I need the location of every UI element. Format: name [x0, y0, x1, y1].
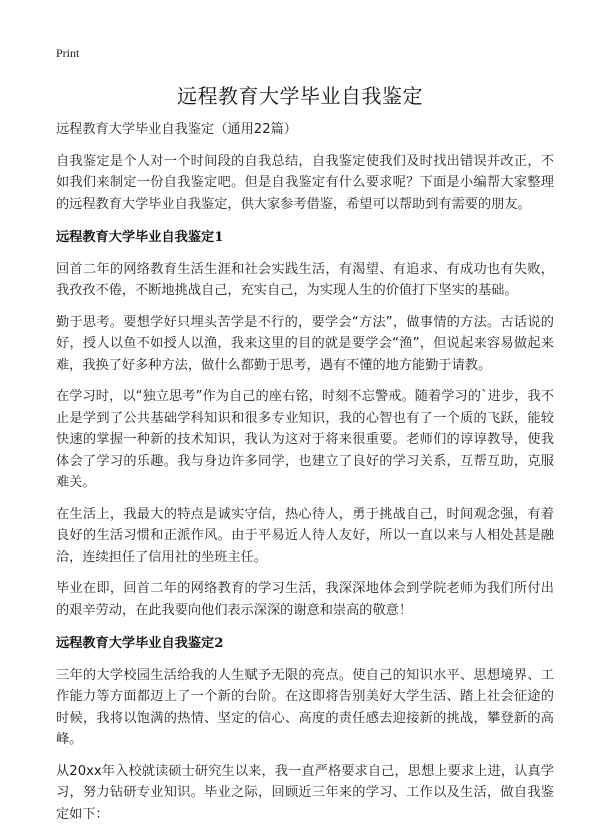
section-1-paragraph: 毕业在即，回首二年的网络教育的学习生活，我深深地体会到学院老师为我们所付出的艰辛劳动，在此我要向他们表示深深的谢意和崇高的敬意！	[56, 581, 554, 618]
section-1-paragraph: 回首二年的网络教育生活生涯和社会实践生活，有渴望、有追求、有成功也有失败，我孜孜不倦，不断地挑战自己，充实自己，为实现人生的价值打下坚实的基础。	[56, 261, 554, 298]
document-body	[56, 119, 554, 835]
print-link[interactable]: Print	[56, 46, 80, 60]
section-2-paragraph: 从20xx年入校就读硕士研究生以来，我一直严格要求自己，思想上要求上进，认真学习，努力钻研专业知识。毕业之际，回顾近三年来的学习、工作以及生活，做自我鉴定如下：	[56, 763, 554, 822]
section-heading-1: 远程教育大学毕业自我鉴定1	[56, 230, 224, 245]
section-1-paragraph: 在学习时，以“独立思考”作为自己的座右铭，时刻不忘警戒。随着学习的`进步，我不止是学到了公共基础学科知识和很多专业知识，我的心智也有了一个质的飞跃，能较快速的掌握一种新的技术知识，我认为这对于将来很重要。老师们的谆谆教导，使我体会了学习的乐趣。我与身边许多同学，也建立了良好的学习关系，互帮互助，克服难关。	[56, 389, 554, 490]
section-1-paragraph: 勤于思考。要想学好只埋头苦学是不行的，要学会“方法”，做事情的方法。古话说的好，授人以鱼不如授人以渔，我来这里的目的就是要学会“渔”，但说起来容易做起来难，我换了好多种方法，做什么都勤于思考，遇有不懂的地方能勤于请教。	[56, 314, 554, 373]
document-subtitle: 远程教育大学毕业自我鉴定（通用22篇）	[56, 122, 297, 137]
section-1-paragraph: 在生活上，我最大的特点是诚实守信，热心待人，勇于挑战自己，时间观念强，有着良好的生活习惯和正派作风。由于平易近人待人友好，所以一直以来与人相处甚是融洽，连续担任了信用社的坐班主任。	[56, 506, 554, 565]
section-heading-2: 远程教育大学毕业自我鉴定2	[56, 636, 224, 651]
page-title: 远程教育大学毕业自我鉴定	[177, 84, 423, 108]
intro-paragraph: 自我鉴定是个人对一个时间段的自我总结，自我鉴定使我们及时找出错误并改正，不如我们来制定一份自我鉴定吧。但是自我鉴定有什么要求呢？下面是小编帮大家整理的远程教育大学毕业自我鉴定，供大家参考借鉴，希望可以帮助到有需要的朋友。	[56, 153, 554, 212]
section-2-paragraph: 三年的大学校园生活给我的人生赋予无限的亮点。使自己的知识水平、思想境界、工作能力等方面都迈上了一个新的台阶。在这即将告别美好大学生活、踏上社会征途的时候，我将以饱满的热情、坚定的信心、高度的责任感去迎接新的挑战，攀登新的高峰。	[56, 667, 554, 747]
